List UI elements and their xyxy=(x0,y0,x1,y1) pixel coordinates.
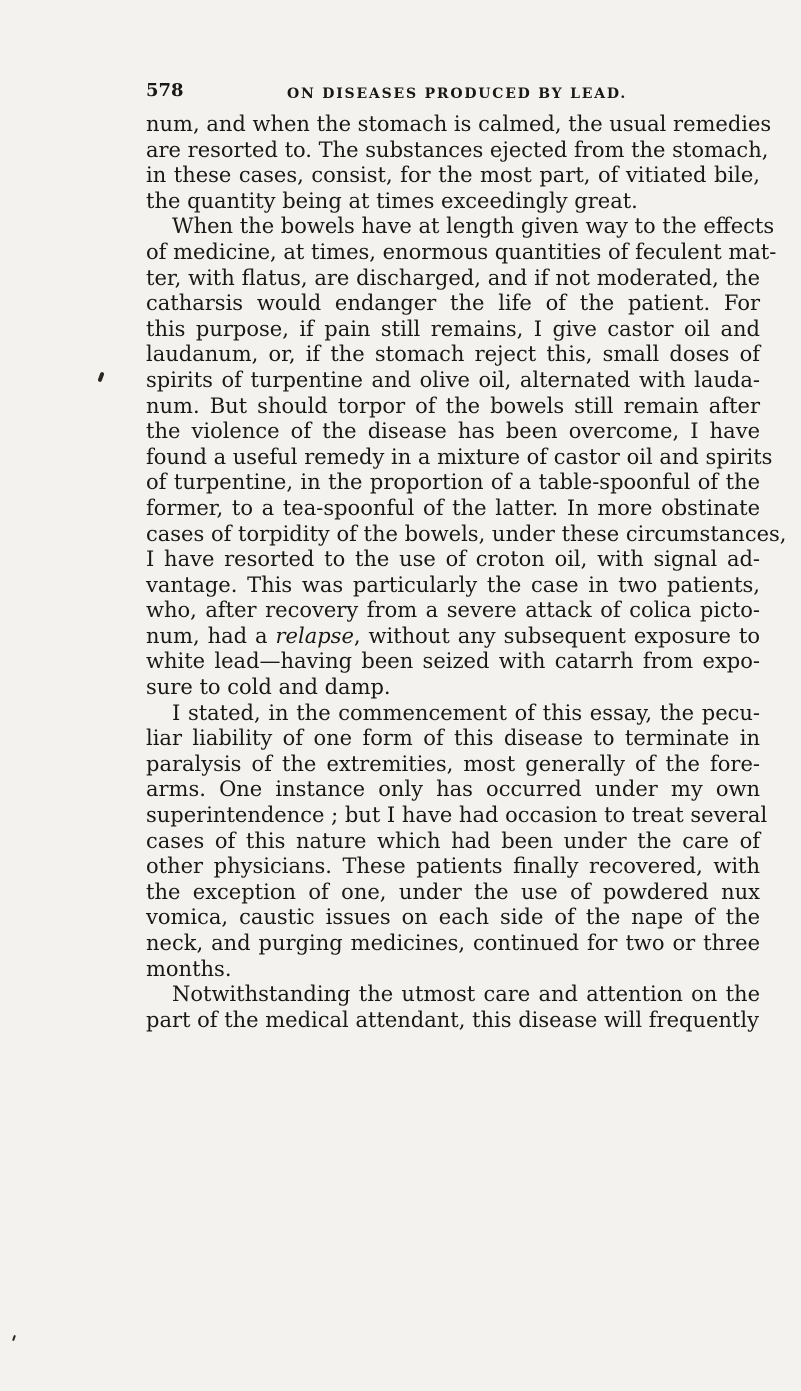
text-line: I have resorted to the use of croton oil, with signal ad- xyxy=(146,547,760,572)
text-line: the exception of one, under the use of powdered nux xyxy=(146,879,760,904)
text-line: who, after recovery from a severe attack of colica picto- xyxy=(146,598,760,623)
text-line: laudanum, or, if the stomach reject this, small doses of xyxy=(146,342,760,367)
text-segment: , without any subsequent exposure to xyxy=(353,623,760,648)
text-line: liar liability of one form of this disease to terminate in xyxy=(146,726,760,751)
text-line: part of the medical attendant, this disease will frequently xyxy=(146,1007,759,1032)
text-line: spirits of turpentine and olive oil, alternated with lauda- xyxy=(146,367,760,392)
text-line: the violence of the disease has been overcome, I have xyxy=(146,419,760,444)
text-line: arms. One instance only has occurred under my own xyxy=(146,777,760,802)
text-line: superintendence ; but I have had occasion to treat several xyxy=(146,803,768,828)
body-text xyxy=(146,112,787,1033)
text-line: neck, and purging medicines, continued for two or three xyxy=(146,931,760,955)
text-line: the quantity being at times exceedingly great. xyxy=(146,188,638,213)
paragraph-start-line: When the bowels have at length given way to the effects xyxy=(172,214,775,239)
page-header xyxy=(0,80,801,110)
paragraph-start-line: I stated, in the commencement of this essay, the pecu- xyxy=(172,700,760,725)
text-line: are resorted to. The substances ejected from the stomach, xyxy=(146,137,769,162)
running-head: ON DISEASES PRODUCED BY LEAD. xyxy=(287,86,628,102)
text-line: other physicians. These patients finally recovered, with xyxy=(146,854,760,879)
text-segment: num, had a xyxy=(146,623,276,648)
text-line: white lead—having been seized with catarrh from expo- xyxy=(146,649,760,674)
text-line: num. But should torpor of the bowels still remain after xyxy=(146,393,760,418)
ink-speck xyxy=(97,372,104,383)
text-line: of medicine, at times, enormous quantities of feculent mat- xyxy=(146,239,777,264)
text-line: in these cases, consist, for the most part, of vitiated bile, xyxy=(146,163,760,188)
text-line: found a useful remedy in a mixture of castor oil and spirits xyxy=(146,444,773,469)
text-line-with-italic xyxy=(146,624,760,650)
italic-word: relapse xyxy=(275,623,354,648)
text-line: of turpentine, in the proportion of a table-spoonful of the xyxy=(146,470,760,495)
ink-speck xyxy=(12,1335,16,1341)
text-line: vantage. This was particularly the case in two patients, xyxy=(146,572,760,597)
paragraph-start-line: Notwithstanding the utmost care and attention on the xyxy=(172,982,760,1007)
text-line: former, to a tea-spoonful of the latter. In more obstinate xyxy=(146,495,760,520)
text-line: ter, with flatus, are discharged, and if not moderated, the xyxy=(146,265,760,290)
text-line: cases of torpidity of the bowels, under these circumstances, xyxy=(146,521,787,546)
text-line: months. xyxy=(146,956,232,981)
text-line: cases of this nature which had been under the care of xyxy=(146,828,760,853)
text-line: vomica, caustic issues on each side of the nape of the xyxy=(146,905,760,930)
page-number: 578 xyxy=(146,80,184,101)
text-line: this purpose, if pain still remains, I give castor oil and xyxy=(146,316,760,341)
text-line: sure to cold and damp. xyxy=(146,675,391,700)
text-line: num, and when the stomach is calmed, the usual remedies xyxy=(146,112,772,136)
text-line: paralysis of the extremities, most generally of the fore- xyxy=(146,751,760,776)
text-line: catharsis would endanger the life of the patient. For xyxy=(146,291,760,316)
